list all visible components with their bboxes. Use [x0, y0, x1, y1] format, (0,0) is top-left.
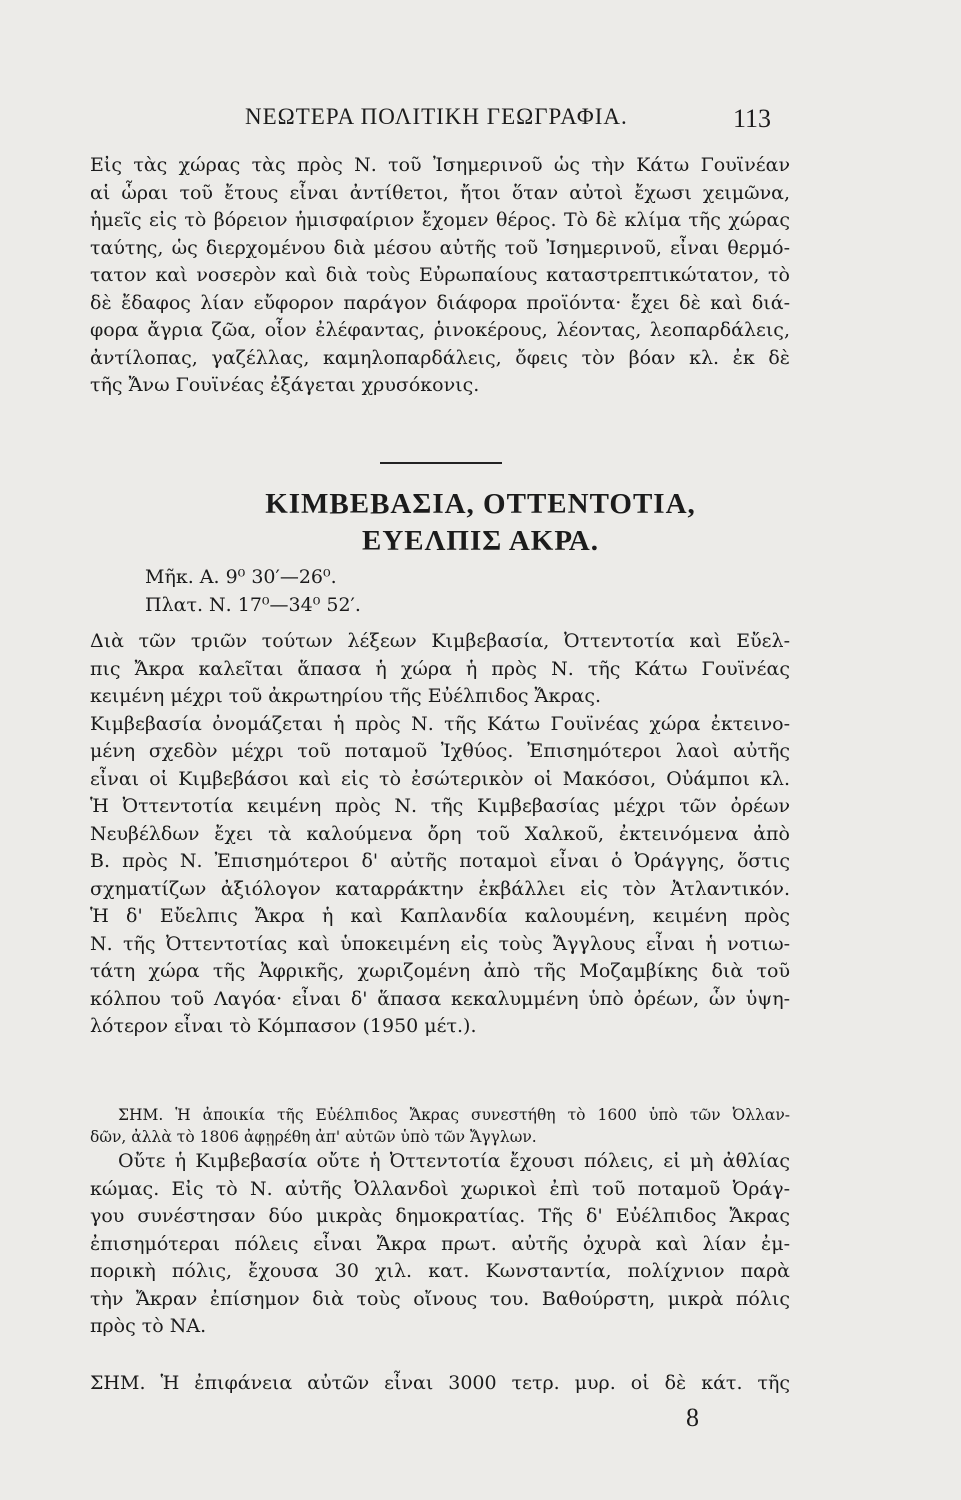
- footnote-area: [90, 1370, 790, 1398]
- latitude-line: Πλατ. Ν. 17⁰—34⁰ 52′.: [145, 594, 361, 616]
- body-paragraph: [90, 628, 790, 1041]
- page-header: [0, 104, 961, 138]
- text-line: τὴν Ἄκραν ἐπίσημον διὰ τοὺς οἴνους του. Βαθούρστη, μικρὰ πόλις: [90, 1287, 790, 1310]
- text-line: κόλπου τοῦ Λαγόα· εἶναι δ' ἅπασα κεκαλυμμένη ὑπὸ ὀρέων, ὧν ὑψη-: [90, 987, 790, 1010]
- note-line: ΣΗΜ. Ἡ ἐπιφάνεια αὐτῶν εἶναι 3000 τετρ. μυρ. οἱ δὲ κάτ. τῆς: [90, 1372, 790, 1394]
- section-title-line2: ΕΥΕΛΠΙΣ ΑΚΡΑ.: [361, 525, 599, 557]
- text-line: πορικὴ πόλις, ἔχουσα 30 χιλ. κατ. Κωνσταντία, πολίχνιον παρὰ: [90, 1260, 790, 1282]
- note-line: ΣΗΜ. Ἡ ἀποικία τῆς Εὐέλπιδος Ἄκρας συνεστήθη τὸ 1600 ὑπὸ τῶν Ὀλλαν-: [118, 1106, 790, 1124]
- text-line: μένη σχεδὸν μέχρι τοῦ ποταμοῦ Ἰχθύος. Ἐπισημότεροι λαοὶ αὐτῆς: [90, 740, 790, 762]
- text-line: κώμας. Εἰς τὸ Ν. αὐτῆς Ὀλλανδοὶ χωρικοὶ ἐπὶ τοῦ ποταμοῦ Ὀράγ-: [90, 1177, 790, 1200]
- longitude-line: Μῆκ. Α. 9⁰ 30′—26⁰.: [145, 566, 337, 588]
- text-line: Ν. τῆς Ὀττεντοτίας καὶ ὑποκειμένη εἰς τοὺς Ἄγγλους εἶναι ἡ νοτιω-: [90, 932, 790, 955]
- text-line: φορα ἄγρια ζῶα, οἷον ἐλέφαντας, ῥινοκέρους, λέοντας, λεοπαρδάλεις,: [90, 319, 790, 341]
- text-line: Κιμβεβασία ὀνομάζεται ἡ πρὸς Ν. τῆς Κάτω Γουϊνέας χώρα ἐκτεινο-: [90, 712, 790, 735]
- text-line: δὲ ἔδαφος λίαν εὔφορον παράγον διάφορα προϊόντα· ἔχει δὲ καὶ διά-: [90, 291, 790, 314]
- signature-mark: 8: [686, 1403, 699, 1432]
- text-line: Εἰς τὰς χώρας τὰς πρὸς Ν. τοῦ Ἰσημερινοῦ ὡς τὴν Κάτω Γουϊνέαν: [90, 154, 790, 176]
- text-line: εἶναι οἱ Κιμβεβάσοι καὶ εἰς τὸ ἐσώτερικὸν οἱ Μακόσοι, Οὐάμποι κλ.: [90, 767, 790, 790]
- text-line: Νευβέλδων ἔχει τὰ καλούμενα ὄρη τοῦ Χαλκοῦ, ἐκτεινόμενα ἀπὸ: [90, 822, 790, 845]
- text-line: αἱ ὧραι τοῦ ἔτους εἶναι ἀντίθετοι, ἤτοι ὅταν αὐτοὶ ἔχωσι χειμῶνα,: [90, 181, 790, 204]
- text-line: τῆς Ἄνω Γουϊνέας ἐξάγεται χρυσόκονις.: [90, 374, 480, 396]
- text-line: γου συνέστησαν δύο μικρὰς δημοκρατίας. Τῆς δ' Εὐέλπιδος Ἄκρας: [90, 1205, 790, 1227]
- text-line: σχηματίζων ἀξιόλογον καταρράκτην ἐκβάλλει εἰς τὸν Ἀτλαντικόν.: [90, 877, 790, 900]
- text-line: πρὸς τὸ ΝΑ.: [90, 1315, 207, 1337]
- text-line: Διὰ τῶν τριῶν τούτων λέξεων Κιμβεβασία, Ὀττεντοτία καὶ Εὔελ-: [90, 630, 790, 652]
- section-title-line1: ΚΙΜΒΕΒΑΣΙΑ, ΟΤΤΕΝΤΟΤΙΑ,: [265, 488, 696, 520]
- text-line: ἡμεῖς εἰς τὸ βόρειον ἡμισφαίριον ἔχομεν θέρος. Τὸ δὲ κλίμα τῆς χώρας: [90, 209, 790, 231]
- cities-paragraph: [90, 1148, 790, 1341]
- section-divider: [380, 462, 502, 464]
- page-number: 113: [733, 104, 772, 133]
- note-line: δῶν, ἀλλὰ τὸ 1806 ἀφῃρέθη ἀπ' αὐτῶν ὑπὸ τῶν Ἄγγλων.: [90, 1128, 537, 1146]
- running-title: ΝΕΩΤΕΡΑ ΠΟΛΙΤΙΚΗ ΓΕΩΓΡΑΦΙΑ.: [245, 104, 628, 129]
- text-line: τατον καὶ νοσερὸν καὶ διὰ τοὺς Εὐρωπαίους καταστρεπτικώτατον, τὸ: [90, 264, 790, 286]
- text-line: ἐπισημότεραι πόλεις εἶναι Ἄκρα πρωτ. αὐτῆς ὀχυρὰ καὶ λίαν ἐμ-: [90, 1232, 790, 1255]
- text-line: πις Ἄκρα καλεῖται ἅπασα ἡ χώρα ἡ πρὸς Ν. τῆς Κάτω Γουϊνέας: [90, 657, 790, 680]
- text-line: λότερον εἶναι τὸ Κόμπασον (1950 μέτ.).: [90, 1015, 477, 1037]
- text-line: κειμένη μέχρι τοῦ ἀκρωτηρίου τῆς Εὐέλπιδος Ἄκρας.: [90, 685, 602, 707]
- text-line: τάτη χώρα τῆς Ἀφρικῆς, χωριζομένη ἀπὸ τῆς Μοζαμβίκης διὰ τοῦ: [90, 960, 790, 982]
- footnote-colony: [90, 1104, 790, 1148]
- text-line: Ἡ δ' Εὔελπις Ἄκρα ἡ καὶ Καπλανδία καλουμένη, κειμένη πρὸς: [90, 905, 790, 927]
- text-line: ἀντίλοπας, γαζέλλας, καμηλοπαρδάλεις, ὄφεις τὸν βόαν κλ. ἐκ δὲ: [90, 346, 790, 369]
- text-line: Οὔτε ἡ Κιμβεβασία οὔτε ἡ Ὀττεντοτία ἔχουσι πόλεις, εἰ μὴ ἀθλίας: [118, 1150, 790, 1172]
- top-paragraph: [90, 152, 790, 400]
- text-line: ταύτης, ὡς διερχομένου διὰ μέσου αὐτῆς τοῦ Ἰσημερινοῦ, εἶναι θερμό-: [90, 236, 790, 259]
- text-line: Ἡ Ὀττεντοτία κειμένη πρὸς Ν. τῆς Κιμβεβασίας μέχρι τῶν ὀρέων: [90, 795, 790, 817]
- text-line: Β. πρὸς Ν. Ἐπισημότεροι δ' αὐτῆς ποταμοὶ εἶναι ὁ Ὀράγγης, ὅστις: [90, 850, 790, 872]
